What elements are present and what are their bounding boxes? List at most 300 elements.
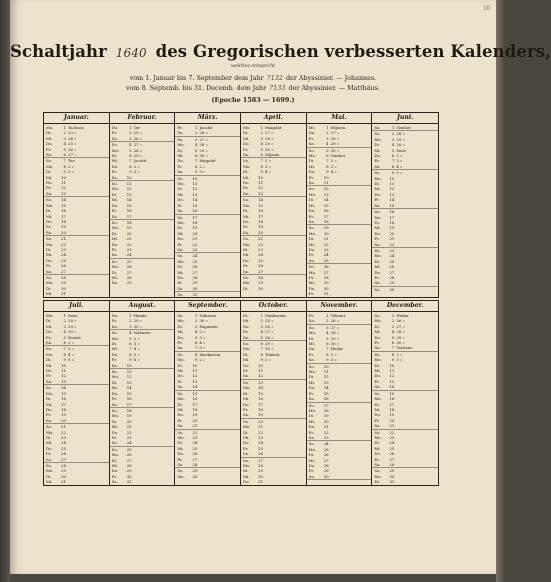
epoch-note: (Epoche 1583 — 1699.) xyxy=(211,96,295,104)
day-number: 17 xyxy=(389,401,395,407)
abyssinian-date: Gimbot xyxy=(330,153,346,159)
abyssinian-date: Gimbot xyxy=(396,125,411,130)
day-number: 12 xyxy=(126,186,132,192)
abyssinian-date: 30 » xyxy=(264,146,274,152)
day-number: 26 xyxy=(192,451,198,457)
day-number: 7 xyxy=(391,158,395,164)
weekday-abbr: Sa. xyxy=(242,152,250,158)
abyssinian-date xyxy=(134,280,175,285)
weekday-abbr: Fr. xyxy=(242,368,249,374)
day-number: 24 xyxy=(61,440,66,446)
day-number: 26 xyxy=(323,264,329,270)
abyssinian-date: 29 » xyxy=(133,318,143,324)
day-number: 18 xyxy=(126,219,132,225)
weekday-abbr: Sa. xyxy=(111,362,118,368)
day-number: 27 xyxy=(258,457,263,463)
day-number: 4 xyxy=(326,141,329,147)
day-number: 12 xyxy=(323,374,329,380)
weekday-abbr: Mo. xyxy=(374,175,382,181)
weekday-abbr: Do. xyxy=(46,218,53,224)
abyssinian-date: 2 » xyxy=(264,158,272,164)
weekday-abbr: Do. xyxy=(46,329,53,335)
weekday-abbr: Mo. xyxy=(374,253,382,259)
abyssinian-date: 2 » xyxy=(199,329,206,335)
day-number: 12 xyxy=(192,186,198,192)
weekday-abbr: So. xyxy=(46,424,53,430)
abyssinian-date: 26 » xyxy=(396,318,405,324)
weekday-abbr: Mi. xyxy=(46,401,53,407)
day-number: 23 xyxy=(61,434,66,440)
weekday-abbr: Sa. xyxy=(177,461,184,467)
day-number: 1 xyxy=(194,125,198,130)
weekday-abbr: Mo. xyxy=(308,369,317,375)
weekday-abbr: Mo. xyxy=(46,202,54,208)
weekday-abbr: Mo. xyxy=(242,202,251,208)
abyssinian-date: 25 » xyxy=(133,130,143,136)
abyssinian-date: 30 » xyxy=(264,346,274,352)
weekday-abbr: Sa. xyxy=(308,473,315,479)
weekday-abbr: Mi. xyxy=(242,135,250,141)
weekday-abbr: Do. xyxy=(242,362,250,368)
day-number: 2 xyxy=(260,318,263,324)
day-number: 4 xyxy=(260,141,263,147)
abyssinian-date xyxy=(265,230,306,235)
abyssinian-date: Tachsas xyxy=(68,125,84,130)
weekday-abbr: Mo. xyxy=(374,136,382,142)
weekday-abbr: Mi. xyxy=(111,346,119,352)
abyssinian-date: 2 » xyxy=(68,340,75,346)
weekday-abbr: Di. xyxy=(46,246,52,252)
day-number: 12 xyxy=(61,185,66,191)
weekday-abbr: So. xyxy=(177,136,184,142)
weekday-abbr: Sa. xyxy=(308,180,315,186)
weekday-abbr: Fr. xyxy=(46,185,52,191)
day-number: 14 xyxy=(258,197,263,203)
month-name: Februar. xyxy=(110,113,175,124)
abyssinian-date: 2 » xyxy=(199,357,206,363)
weekday-abbr: Do. xyxy=(242,257,250,263)
weekday-abbr: Sa. xyxy=(177,345,184,351)
weekday-abbr: Fr. xyxy=(374,456,380,462)
day-number: 21 xyxy=(126,236,132,242)
weekday-abbr: Mo. xyxy=(111,264,120,270)
weekday-abbr: Fr. xyxy=(242,406,249,412)
weekday-abbr: Di. xyxy=(111,457,118,463)
weekday-abbr: Sa. xyxy=(374,423,381,429)
day-number: 1 xyxy=(326,313,329,318)
weekday-abbr: Sa. xyxy=(111,440,118,446)
weekday-abbr: So. xyxy=(177,175,184,181)
weekday-abbr: Di. xyxy=(242,285,249,291)
weekday-abbr: So. xyxy=(242,457,250,463)
weekday-abbr: Mi. xyxy=(308,125,316,130)
day-number: 21 xyxy=(192,423,198,429)
day-list xyxy=(110,124,175,298)
weekday-abbr: So. xyxy=(46,197,53,203)
abyssinian-date xyxy=(199,462,240,467)
day-number: 25 xyxy=(126,446,132,452)
weekday-abbr: Do. xyxy=(308,424,316,430)
weekday-abbr: Fr. xyxy=(177,417,183,423)
weekday-abbr: So. xyxy=(308,264,315,270)
day-number: 4 xyxy=(129,330,132,336)
weekday-abbr: Mi. xyxy=(374,147,381,153)
day-number: 16 xyxy=(126,208,132,214)
weekday-abbr: Mo. xyxy=(46,280,54,286)
day-list xyxy=(241,312,306,486)
weekday-abbr: Mi. xyxy=(46,479,53,485)
weekday-abbr: Fr. xyxy=(308,291,315,297)
day-number: 12 xyxy=(258,373,263,379)
day-number: 20 xyxy=(389,230,395,236)
weekday-abbr: Mi. xyxy=(242,396,250,402)
day-number: 16 xyxy=(323,396,329,402)
day-number: 28 xyxy=(61,462,66,468)
day-number: 14 xyxy=(126,197,132,203)
day-number: 5 xyxy=(194,147,198,153)
day-number: 14 xyxy=(192,384,198,390)
day-number: 27 xyxy=(258,268,263,274)
weekday-abbr: Mi. xyxy=(177,153,184,159)
abyssinian-date: 27 » xyxy=(396,323,405,329)
day-number: 5 xyxy=(129,335,132,341)
weekday-abbr: Do. xyxy=(46,180,53,186)
weekday-abbr: Mi. xyxy=(374,186,381,192)
day-number: 1 xyxy=(63,313,66,318)
month-name: December. xyxy=(372,301,438,312)
weekday-abbr: So. xyxy=(374,247,381,253)
abyssinian-date xyxy=(134,175,175,180)
weekday-abbr: Di. xyxy=(242,390,249,396)
day-number: 1 xyxy=(391,125,395,130)
day-row xyxy=(372,287,438,292)
day-list xyxy=(372,312,438,486)
weekday-abbr: Mo. xyxy=(111,374,120,380)
day-number: 10 xyxy=(61,362,66,368)
weekday-abbr: Sa. xyxy=(242,334,250,340)
day-number: 20 xyxy=(323,230,329,236)
weekday-abbr: Mo. xyxy=(308,269,317,275)
weekday-abbr: So. xyxy=(374,209,381,215)
day-number: 2 xyxy=(63,130,66,136)
abyssinian-date: 29 » xyxy=(133,153,143,159)
weekday-abbr: Mi. xyxy=(111,236,119,242)
weekday-abbr: Do. xyxy=(374,334,381,340)
day-number: 24 xyxy=(389,253,395,259)
day-number: 12 xyxy=(389,186,395,192)
weekday-abbr: So. xyxy=(242,158,250,164)
abyssinian-date xyxy=(134,402,175,407)
abyssinian-date xyxy=(134,252,175,257)
weekday-abbr: So. xyxy=(374,429,381,435)
day-number: 17 xyxy=(126,401,132,407)
weekday-abbr: Do. xyxy=(374,153,381,159)
day-number: 15 xyxy=(61,202,66,208)
weekday-abbr: Sa. xyxy=(242,412,250,418)
weekday-abbr: Mi. xyxy=(374,368,381,374)
day-number: 29 xyxy=(323,280,329,286)
day-number: 11 xyxy=(323,180,329,186)
abyssinian-date xyxy=(199,423,240,428)
day-row xyxy=(110,479,175,485)
weekday-abbr: Sa. xyxy=(46,456,53,462)
day-number: 26 xyxy=(61,451,66,457)
day-number: 1 xyxy=(129,125,132,130)
abyssinian-date: Hedar xyxy=(396,313,409,318)
abyssinian-date: Jacatit xyxy=(199,125,213,130)
weekday-abbr: Mo. xyxy=(308,330,317,336)
day-number: 7 xyxy=(326,346,329,352)
day-number: 22 xyxy=(126,429,132,435)
weekday-abbr: Do. xyxy=(308,462,316,468)
day-number: 14 xyxy=(61,197,66,203)
weekday-abbr: So. xyxy=(308,147,315,153)
day-number: 3 xyxy=(326,324,329,330)
abyssinian-date xyxy=(331,291,372,296)
day-number: 12 xyxy=(323,186,329,192)
day-number: 8 xyxy=(194,163,198,169)
weekday-abbr: Do. xyxy=(111,468,119,474)
weekday-abbr: So. xyxy=(242,379,250,385)
subtitle: welches entspricht xyxy=(230,64,276,69)
day-number: 11 xyxy=(126,181,132,187)
calendar-grid-second-half xyxy=(43,300,439,486)
weekday-abbr: So. xyxy=(374,131,381,137)
day-number: 29 xyxy=(192,468,198,474)
day-row xyxy=(175,474,240,479)
weekday-abbr: Mo. xyxy=(242,280,251,286)
day-number: 3 xyxy=(260,135,263,141)
weekday-abbr: Di. xyxy=(308,413,315,419)
weekday-abbr: Fr. xyxy=(177,378,183,384)
weekday-abbr: Mo. xyxy=(46,429,54,435)
day-number: 6 xyxy=(63,340,66,346)
abyssinian-date: 28 » xyxy=(330,330,340,336)
day-number: 10 xyxy=(323,174,329,180)
title-suffix: des Gregorischen verbesserten Kalenders, xyxy=(155,42,551,61)
weekday-abbr: Do. xyxy=(111,280,119,286)
day-number: 8 xyxy=(63,163,66,169)
weekday-abbr: Di. xyxy=(111,191,118,197)
weekday-abbr: Mo. xyxy=(374,357,382,363)
line2-text-a: vom 8. Septemb. bis 31. Decemb. dem Jahr xyxy=(126,84,267,92)
day-number: 20 xyxy=(258,229,263,235)
day-number: 22 xyxy=(61,241,66,247)
weekday-abbr: So. xyxy=(242,197,250,203)
weekday-abbr: Sa. xyxy=(177,208,184,214)
day-number: 17 xyxy=(258,213,263,219)
day-number: 29 xyxy=(258,280,263,286)
abyssinian-date: Pagumen xyxy=(199,323,218,329)
abyssinian-date: 4 » xyxy=(330,169,337,175)
weekday-abbr: Mi. xyxy=(177,329,184,335)
day-number: 19 xyxy=(126,413,132,419)
day-number: 18 xyxy=(192,406,198,412)
day-number: 5 xyxy=(260,146,263,152)
day-number: 5 xyxy=(260,334,263,340)
weekday-abbr: Sa. xyxy=(374,461,381,467)
weekday-abbr: Do. xyxy=(242,440,250,446)
weekday-abbr: Di. xyxy=(177,225,183,231)
weekday-abbr: Do. xyxy=(46,368,53,374)
weekday-abbr: Mo. xyxy=(308,407,317,413)
abyssinian-date: Hamle xyxy=(133,313,147,318)
weekday-abbr: Mi. xyxy=(308,341,316,347)
abyssinian-date xyxy=(199,474,240,479)
weekday-abbr: Di. xyxy=(177,401,183,407)
weekday-abbr: Do. xyxy=(177,158,184,164)
day-number: 19 xyxy=(61,224,66,230)
weekday-abbr: Sa. xyxy=(46,229,53,235)
abyssinian-date: 3 » xyxy=(133,341,140,347)
weekday-abbr: Mo. xyxy=(46,468,54,474)
abyssinian-date xyxy=(396,203,438,208)
weekday-abbr: Fr. xyxy=(242,185,249,191)
weekday-abbr: Mo. xyxy=(177,219,185,225)
day-row xyxy=(44,291,109,296)
day-number: 2 xyxy=(63,318,66,324)
weekday-abbr: So. xyxy=(111,219,118,225)
day-number: 7 xyxy=(391,345,395,351)
day-number: 2 xyxy=(194,130,198,136)
weekday-abbr: So. xyxy=(242,341,250,347)
day-number: 17 xyxy=(192,214,198,220)
day-number: 4 xyxy=(63,329,66,335)
day-number: 3 xyxy=(260,323,263,329)
day-number: 14 xyxy=(389,197,395,203)
day-number: 29 xyxy=(192,280,198,286)
weekday-abbr: Mi. xyxy=(308,163,316,169)
weekday-abbr: Mo. xyxy=(308,446,317,452)
day-row xyxy=(44,479,109,484)
abyssinian-date: 30 » xyxy=(330,341,340,347)
abyssinian-date: 29 » xyxy=(199,147,208,153)
weekday-abbr: So. xyxy=(46,274,53,280)
weekday-abbr: So. xyxy=(46,462,53,468)
day-number: 30 xyxy=(323,473,329,479)
abyssinian-date xyxy=(265,269,306,274)
weekday-abbr: Di. xyxy=(177,362,183,368)
day-number: 16 xyxy=(61,396,66,402)
day-number: 5 xyxy=(129,147,132,153)
abyssinian-date xyxy=(265,286,306,291)
weekday-abbr: Sa. xyxy=(242,451,250,457)
weekday-abbr: Mo. xyxy=(177,258,185,264)
day-number: 1 xyxy=(63,125,66,130)
abyssinian-date: 4 » xyxy=(264,169,272,175)
day-number: 1 xyxy=(326,125,329,130)
day-number: 10 xyxy=(126,174,132,180)
weekday-abbr: Di. xyxy=(308,374,315,380)
day-number: 15 xyxy=(258,390,263,396)
abyssinian-date: 28 » xyxy=(264,135,274,141)
weekday-abbr: Sa. xyxy=(111,479,118,485)
day-number: 23 xyxy=(126,246,132,252)
day-number: 31 xyxy=(323,291,329,297)
abyssinian-date: 29 » xyxy=(264,141,274,147)
weekday-abbr: So. xyxy=(111,258,118,264)
abyssinian-date: 4 » xyxy=(396,163,403,169)
day-number: 17 xyxy=(389,214,395,220)
weekday-abbr: Fr. xyxy=(374,417,380,423)
weekday-abbr: So. xyxy=(177,351,184,357)
day-number: 16 xyxy=(126,396,132,402)
weekday-abbr: Sa. xyxy=(111,135,118,141)
weekday-abbr: Mo. xyxy=(46,241,54,247)
day-number: 19 xyxy=(389,225,395,231)
day-number: 29 xyxy=(323,468,329,474)
weekday-abbr: So. xyxy=(177,468,184,474)
weekday-abbr: So. xyxy=(308,441,315,447)
weekday-abbr: Fr. xyxy=(374,378,380,384)
day-number: 24 xyxy=(258,440,263,446)
day-number: 1 xyxy=(260,313,263,318)
weekday-abbr: Do. xyxy=(308,346,316,352)
day-number: 14 xyxy=(61,385,66,391)
day-number: 20 xyxy=(61,417,66,423)
weekday-abbr: Fr. xyxy=(111,396,118,402)
abyssinian-date: 2 » xyxy=(330,158,337,164)
day-number: 29 xyxy=(389,280,395,286)
abyssinian-date xyxy=(265,412,306,417)
day-number: 8 xyxy=(260,163,263,169)
weekday-abbr: Fr. xyxy=(177,125,183,130)
day-number: 24 xyxy=(126,440,132,446)
weekday-abbr: Fr. xyxy=(374,158,380,164)
weekday-abbr: Mo. xyxy=(242,241,251,247)
month-name: April. xyxy=(241,113,306,124)
weekday-abbr: Di. xyxy=(242,169,249,175)
weekday-abbr: Do. xyxy=(177,373,184,379)
weekday-abbr: Fr. xyxy=(308,213,315,219)
weekday-abbr: So. xyxy=(111,446,118,452)
weekday-abbr: Di. xyxy=(46,318,52,324)
title-year: 1640 xyxy=(115,46,147,60)
day-number: 21 xyxy=(323,236,329,242)
weekday-abbr: Mo. xyxy=(177,473,185,479)
day-number: 14 xyxy=(258,385,263,391)
month-7 xyxy=(44,301,110,486)
weekday-abbr: Mo. xyxy=(177,396,185,402)
day-number: 23 xyxy=(61,246,66,252)
day-number: 2 xyxy=(129,130,132,136)
weekday-abbr: Sa. xyxy=(46,190,53,196)
day-number: 8 xyxy=(194,351,198,357)
weekday-abbr: Sa. xyxy=(46,417,53,423)
weekday-abbr: So. xyxy=(111,181,118,187)
day-number: 15 xyxy=(323,390,329,396)
abyssinian-date: 30 » xyxy=(330,147,340,153)
month-6 xyxy=(372,113,438,298)
day-number: 16 xyxy=(389,209,395,215)
day-number: 8 xyxy=(129,163,132,169)
weekday-abbr: So. xyxy=(242,274,250,280)
weekday-abbr: So. xyxy=(111,330,118,336)
abyssinian-date: 29 » xyxy=(68,323,77,329)
day-number: 23 xyxy=(192,246,198,252)
day-row xyxy=(307,291,372,296)
abyssinian-date: 27 » xyxy=(133,142,143,148)
day-number: 5 xyxy=(63,334,66,340)
day-number: 10 xyxy=(323,363,329,369)
abyssinian-date: Nahasse xyxy=(133,330,151,336)
day-number: 30 xyxy=(323,285,329,291)
day-number: 28 xyxy=(258,274,263,280)
weekday-abbr: Mo. xyxy=(177,181,185,187)
day-number: 6 xyxy=(129,153,132,159)
weekday-abbr: Mo. xyxy=(46,390,54,396)
day-number: 24 xyxy=(192,440,198,446)
